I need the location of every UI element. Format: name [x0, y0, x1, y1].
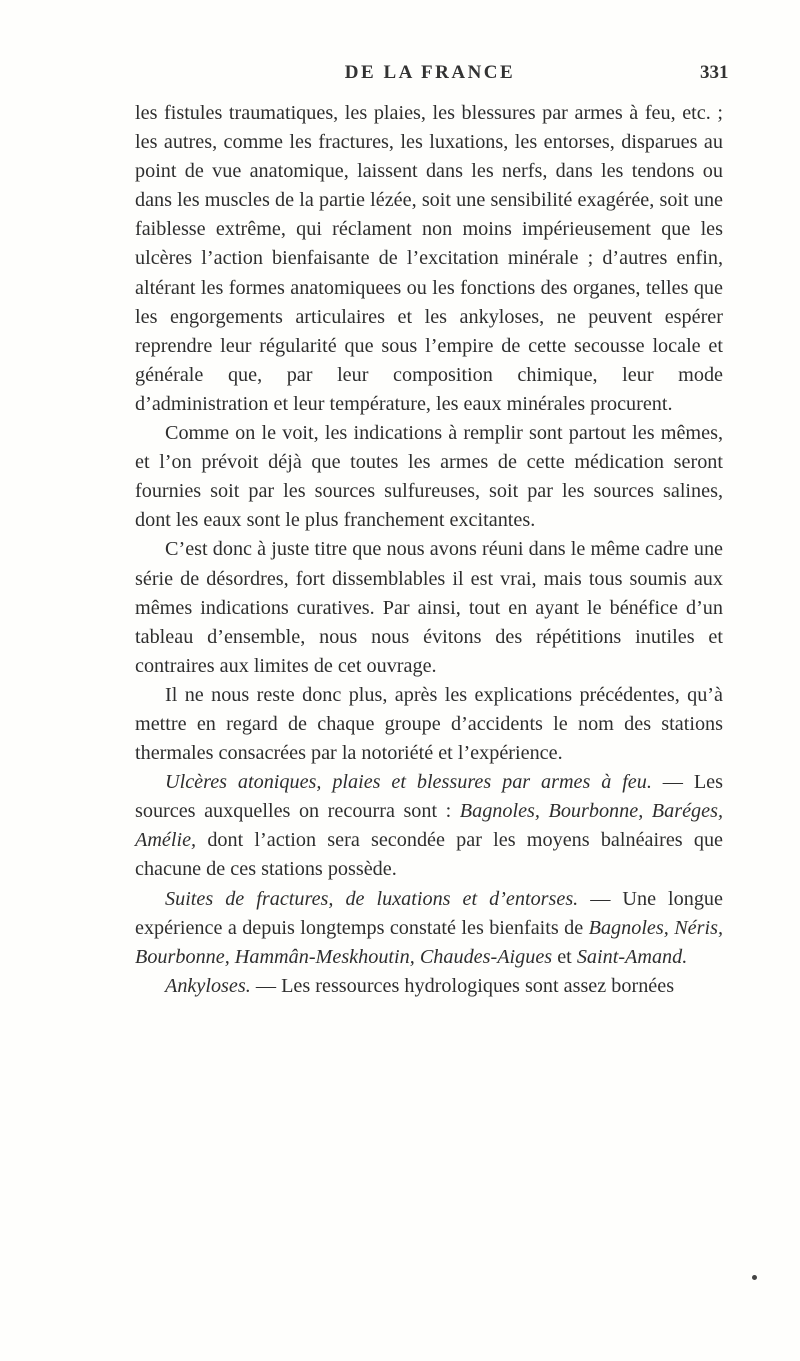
body-text: [135, 99, 723, 1001]
paragraph-7: [135, 972, 723, 1001]
section-heading-fractures: Suites de fractures, de luxations et d’entorses.: [165, 887, 579, 910]
paragraph-6-text-a: — Une longue expérience a depuis longtemps constaté les bienfaits de: [135, 887, 723, 939]
section-heading-ulceres: Ulcères atoniques, plaies et blessures par armes à feu.: [165, 771, 652, 794]
paragraph-7-text-a: — Les ressources hydrologiques sont assez bornées: [250, 974, 675, 997]
paragraph-5-places: Bagnoles, Bourbonne, Baréges, Amélie,: [135, 800, 723, 852]
section-heading-ankyloses: Ankyloses.: [165, 974, 251, 997]
paragraph-5-text-a: — Les sources auxquelles on recourra sont :: [135, 771, 723, 823]
page-number: 331: [700, 62, 729, 83]
paragraph-3: C’est donc à juste titre que nous avons réuni dans le même cadre une série de désordres, fort dissemblables il est vrai, mais tous soumis aux mêmes indications curatives. Par ainsi, tout en ayant le bénéfice d’un tableau d’ensemble, nous nous évitons des répétitions inutiles et contraires aux limites de cet ouvrage.: [135, 538, 723, 677]
paragraph-4: Il ne nous reste donc plus, après les explications précédentes, qu’à mettre en regard de chaque groupe d’accidents le nom des stations thermales consacrées par la notoriété et l’expérience.: [135, 683, 723, 765]
paragraph-6-last-place: Saint-Amand.: [576, 945, 688, 968]
running-head: DE LA FRANCE: [344, 62, 516, 83]
paragraph-5-text-b: dont l’action sera secondée par les moyens balnéaires que chacune de ces stations possède.: [135, 829, 723, 881]
ink-speck: [752, 1275, 757, 1280]
paragraph-1: les fistules traumatiques, les plaies, les blessures par armes à feu, etc. ; les autres, comme les fractures, les luxations, les entorses, disparues au point de vue anatomique, laissent dans les nerfs, dans les tendons ou dans les muscles de la partie lézée, soit une sensibilité exagérée, soit une faiblesse extrême, qui réclament non moins impérieusement que les ulcères l’action bienfaisante de l’excitation minérale ; d’autres enfin, altérant les formes anatomiquees ou les fonctions des organes, telles que les engorgements articulaires et les ankyloses, ne peuvent espérer reprendre leur régularité que sous l’empire de cette secousse locale et générale que, par leur composition chimique, leur mode d’administration et leur température, les eaux minérales procurent.: [135, 102, 723, 415]
paragraph-2: Comme on le voit, les indications à remplir sont partout les mêmes, et l’on prévoit déjà que toutes les armes de cette médication seront fournies soit par les sources sulfureuses, soit par les sources salines, dont les eaux sont le plus franchement excitantes.: [135, 422, 723, 532]
paragraph-6-text-b: et: [552, 945, 577, 968]
paragraph-6: [135, 885, 723, 972]
page-header: [0, 62, 800, 92]
paragraph-6-places: Bagnoles, Néris, Bourbonne, Hammân-Meskhoutin, Chaudes-Aigues: [135, 916, 723, 968]
paragraph-5: [135, 768, 723, 884]
